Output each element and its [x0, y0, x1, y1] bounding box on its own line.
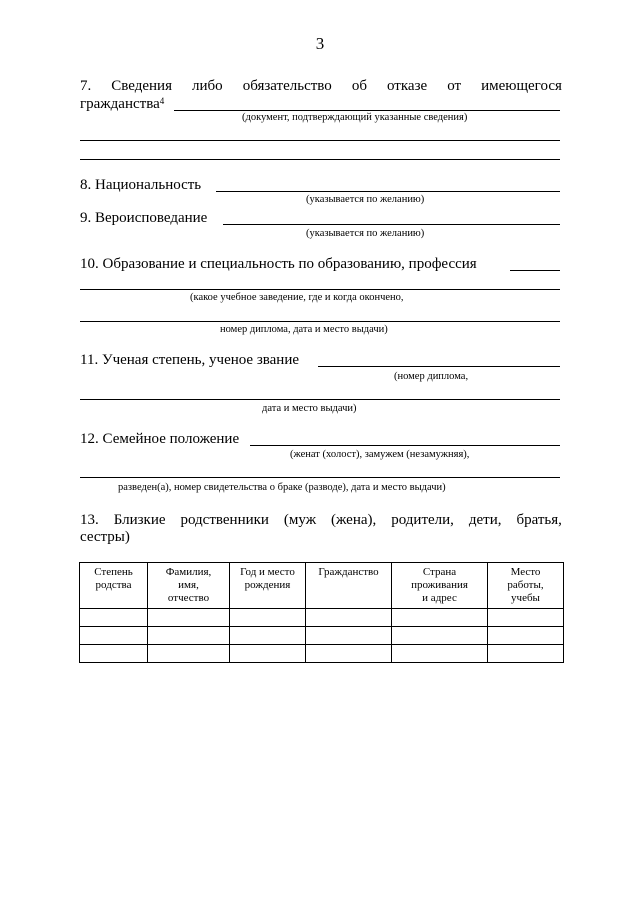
- table-cell[interactable]: [148, 609, 230, 627]
- table-header-cell: [306, 563, 392, 609]
- item11-hint-2: дата и место выдачи): [262, 403, 357, 414]
- item7-extra-line[interactable]: [80, 159, 560, 160]
- item11-label: 11. Ученая степень, ученое звание: [80, 352, 300, 368]
- item9-hint: (указывается по желанию): [306, 228, 425, 239]
- table-cell[interactable]: [392, 609, 488, 627]
- item10-extra-line[interactable]: [80, 289, 560, 290]
- item8-label: 8. Национальность: [80, 177, 202, 193]
- table-header-cell: [392, 563, 488, 609]
- header-text-line: родства: [95, 579, 132, 591]
- item7-hint: (документ, подтверждающий указанные сведения): [242, 112, 468, 123]
- item11-hint-1: (номер диплома,: [394, 371, 469, 382]
- header-text-line: Страна: [422, 566, 457, 578]
- header-text-line: Год и место: [240, 566, 295, 578]
- item13-word: родственники: [180, 512, 269, 528]
- item10-hint-2: номер диплома, дата и место выдачи): [220, 324, 388, 335]
- table-cell[interactable]: [80, 627, 148, 645]
- table-cell[interactable]: [230, 645, 306, 663]
- item12-input-line[interactable]: [250, 445, 560, 446]
- table-cell[interactable]: [392, 627, 488, 645]
- table-header-cell: [80, 563, 148, 609]
- item7-word: Сведения: [111, 78, 172, 94]
- item12-hint-1: (женат (холост), замужем (незамужняя),: [290, 449, 470, 460]
- item7-word: от: [447, 78, 462, 94]
- header-text-line: Степень: [94, 566, 133, 578]
- item8-input-line[interactable]: [216, 191, 560, 192]
- item13-label-line1: [80, 511, 562, 529]
- table-cell[interactable]: [80, 645, 148, 663]
- table-cell[interactable]: [306, 645, 392, 663]
- table-cell[interactable]: [306, 627, 392, 645]
- item10-label: 10. Образование и специальность по образованию, профессия: [80, 256, 477, 272]
- item13-word: 13.: [80, 512, 99, 528]
- item11-input-line[interactable]: [318, 366, 560, 367]
- item13-word: (муж: [283, 512, 317, 528]
- table-cell[interactable]: [148, 645, 230, 663]
- table-cell[interactable]: [392, 645, 488, 663]
- item7-word: 7.: [80, 78, 92, 94]
- item13-label-line2: сестры): [80, 529, 130, 545]
- item8-hint: (указывается по желанию): [306, 194, 425, 205]
- item7-label-line2: гражданства$^4$: [80, 96, 165, 112]
- table-header-cell: [488, 563, 564, 609]
- item7-word: об: [351, 78, 367, 94]
- header-text-line: Фамилия,: [165, 566, 212, 578]
- item13-word: Близкие: [113, 512, 166, 528]
- header-text-line: работы,: [507, 579, 544, 591]
- table-header-row: [80, 563, 564, 609]
- item13-word: дети,: [468, 512, 502, 528]
- table-cell[interactable]: [488, 645, 564, 663]
- item7-word: обязательство: [242, 78, 332, 94]
- table-header-cell: [230, 563, 306, 609]
- item13-word: братья,: [516, 512, 562, 528]
- item7-word: либо: [192, 78, 223, 94]
- item12-extra-line[interactable]: [80, 477, 560, 478]
- item7-input-line[interactable]: [174, 110, 560, 111]
- table-cell[interactable]: [488, 609, 564, 627]
- table-row: [80, 645, 564, 663]
- table-row: [80, 627, 564, 645]
- item10-input-line[interactable]: [510, 270, 560, 271]
- item7-word: отказе: [387, 78, 428, 94]
- item9-input-line[interactable]: [223, 224, 560, 225]
- relatives-table: [79, 562, 564, 663]
- header-text-line: Место: [510, 566, 541, 578]
- item12-label: 12. Семейное положение: [80, 431, 240, 447]
- header-text-line: учебы: [511, 592, 540, 604]
- header-text-line: и адрес: [422, 592, 457, 604]
- item7-word: имеющегося: [481, 78, 562, 94]
- header-text-line: отчество: [167, 592, 210, 604]
- page-number: 3: [315, 34, 325, 53]
- header-text-line: рождения: [244, 579, 291, 591]
- table-cell[interactable]: [80, 609, 148, 627]
- table-cell[interactable]: [488, 627, 564, 645]
- item13-word: родители,: [391, 512, 454, 528]
- item9-label: 9. Вероисповедание: [80, 210, 208, 226]
- item10-hint-1: (какое учебное заведение, где и когда окончено,: [190, 292, 404, 303]
- header-text-line: проживания: [411, 579, 468, 591]
- table-cell[interactable]: [306, 609, 392, 627]
- footnote-mark: 4: [159, 96, 165, 106]
- table-cell[interactable]: [230, 627, 306, 645]
- table-row: [80, 609, 564, 627]
- table-cell[interactable]: [148, 627, 230, 645]
- item7-extra-line[interactable]: [80, 140, 560, 141]
- table-header-cell: [148, 563, 230, 609]
- item12-hint-2: разведен(а), номер свидетельства о браке (разводе), дата и место выдачи): [118, 482, 446, 493]
- header-text-line: имя,: [178, 579, 199, 591]
- table-cell[interactable]: [230, 609, 306, 627]
- item11-extra-line[interactable]: [80, 399, 560, 400]
- item13-word: (жена),: [331, 512, 377, 528]
- item7-label-line1: [80, 77, 562, 95]
- item10-extra-line[interactable]: [80, 321, 560, 322]
- header-text-line: Гражданство: [318, 566, 379, 578]
